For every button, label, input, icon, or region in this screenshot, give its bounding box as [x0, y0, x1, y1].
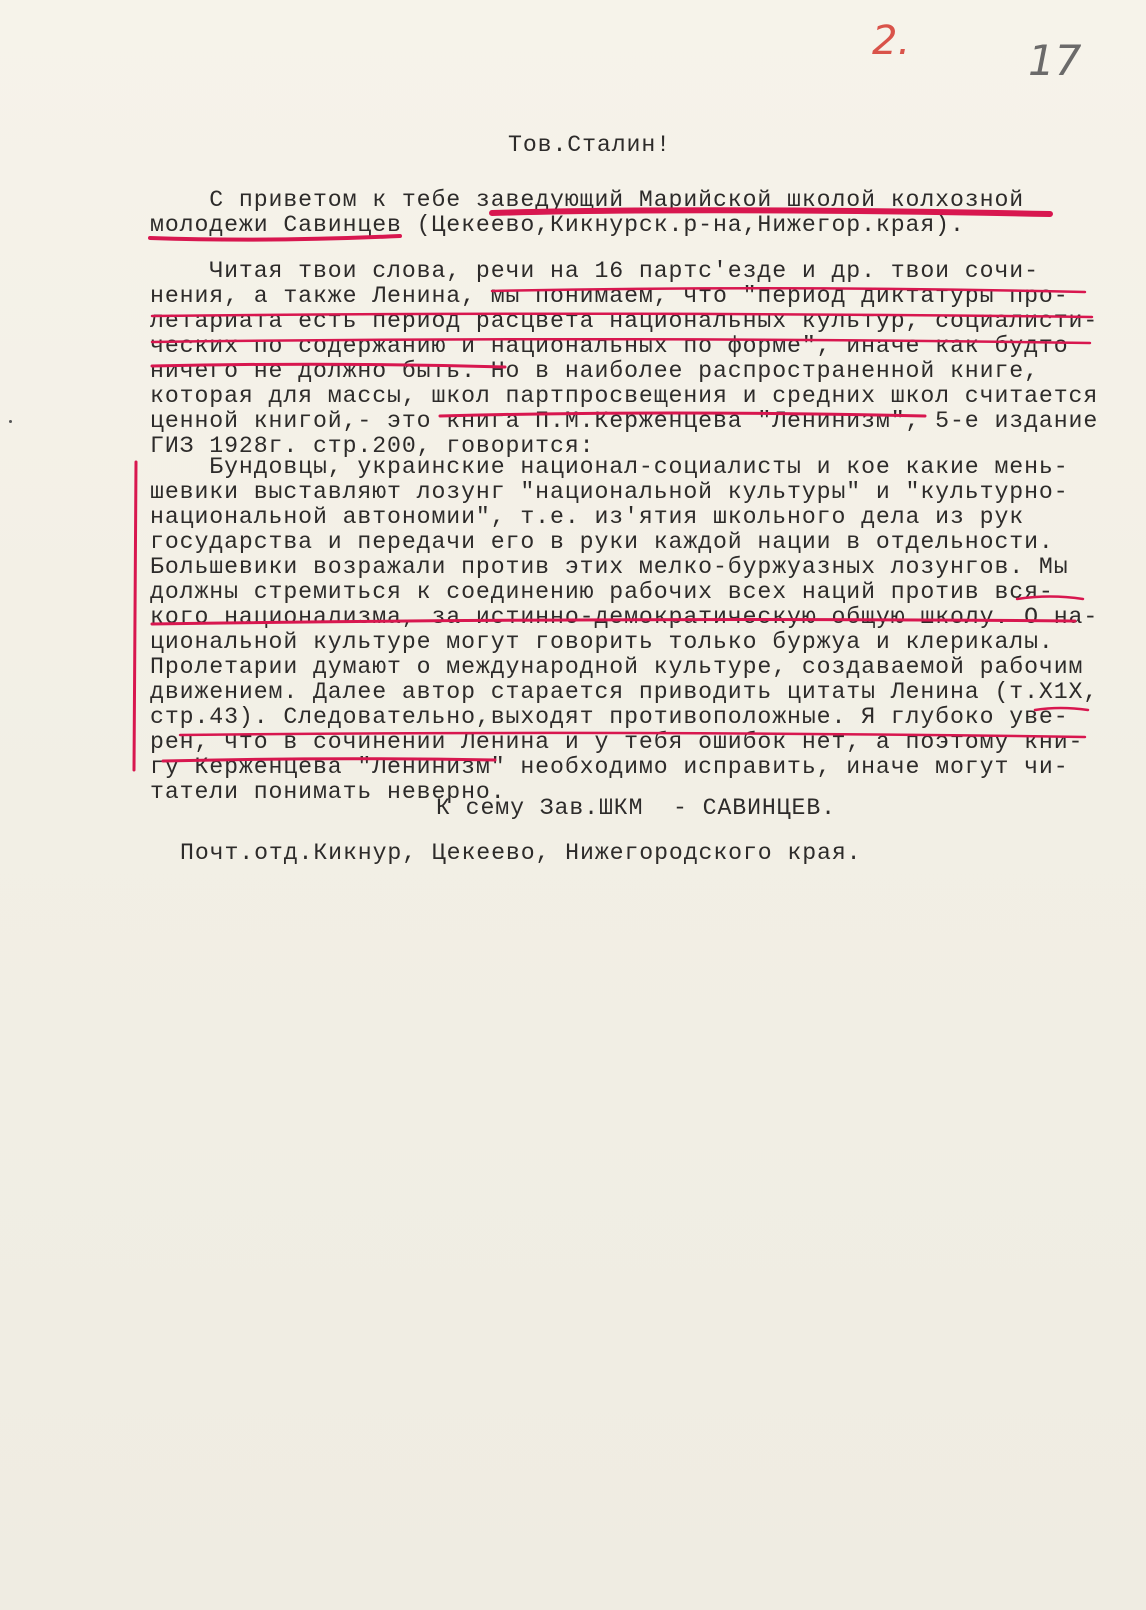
body-line: ничего не должно быть. Но в наиболее распространенной книге,: [150, 358, 1039, 384]
body-line: молодежи Савинцев (Цекеево,Кикнурск.р-на,Нижегор.края).: [150, 212, 965, 238]
archive-red-number: 2.: [872, 18, 911, 64]
postal-address: Почт.отд.Кикнур, Цекеево, Нижегородского края.: [180, 840, 862, 866]
body-line: стр.43). Следовательно,выходят противоположные. Я глубоко уве-: [150, 704, 1069, 730]
body-line: татели понимать неверно.: [150, 779, 506, 805]
body-line: должны стремиться к соединению рабочих всех наций против вся-: [150, 579, 1054, 605]
body-line: Пролетарии думают о международной культуре, создаваемой рабочим: [150, 654, 1084, 680]
body-line: кого национализма, за истинно-демократическую общую школу. О на-: [150, 604, 1099, 630]
body-line: шевики выставляют лозунг "национальной культуры" и "культурно-: [150, 479, 1069, 505]
margin-line: [134, 462, 136, 770]
body-line: нения, а также Ленина, мы понимаем, что "период диктатуры про-: [150, 283, 1069, 309]
body-line: Большевики возражали против этих мелко-буржуазных лозунгов. Мы: [150, 554, 1069, 580]
body-line: С приветом к тебе заведующий Марийской школой колхозной: [150, 187, 1025, 213]
body-line: гу Керженцева "Ленинизм" необходимо исправить, иначе могут чи-: [150, 754, 1069, 780]
archive-sheet-number: 17: [1028, 36, 1082, 85]
body-line: государства и передачи его в руки каждой нации в отдельности.: [150, 529, 1054, 555]
salutation: Тов.Сталин!: [508, 132, 671, 158]
body-line: ГИЗ 1928г. стр.200, говорится:: [150, 433, 595, 459]
body-line: циональной культуре могут говорить только буржуа и клерикалы.: [150, 629, 1054, 655]
body-line: ценной книгой,- это книга П.М.Керженцева "Ленинизм", 5-е издание: [150, 408, 1099, 434]
body-line: национальной автономии", т.е. из'ятия школьного дела из рук: [150, 504, 1025, 530]
punch-mark: [9, 420, 12, 423]
body-line: летариата есть период расцвета национальных культур, социалисти-: [150, 308, 1099, 334]
body-line: Читая твои слова, речи на 16 партс'езде и др. твои сочи-: [150, 258, 1039, 284]
body-line: которая для массы, школ партпросвещения и средних школ считается: [150, 383, 1099, 409]
body-line: ческих по содержанию и национальных по форме", иначе как будто: [150, 333, 1069, 359]
body-line: движением. Далее автор старается приводить цитаты Ленина (т.Х1Х,: [150, 679, 1099, 705]
signature-line: К сему Зав.ШКМ - САВИНЦЕВ.: [436, 795, 836, 821]
body-line: рен, что в сочинении Ленина и у тебя ошибок нет, а поэтому кни-: [150, 729, 1084, 755]
body-line: Бундовцы, украинские национал-социалисты и кое какие мень-: [150, 454, 1069, 480]
